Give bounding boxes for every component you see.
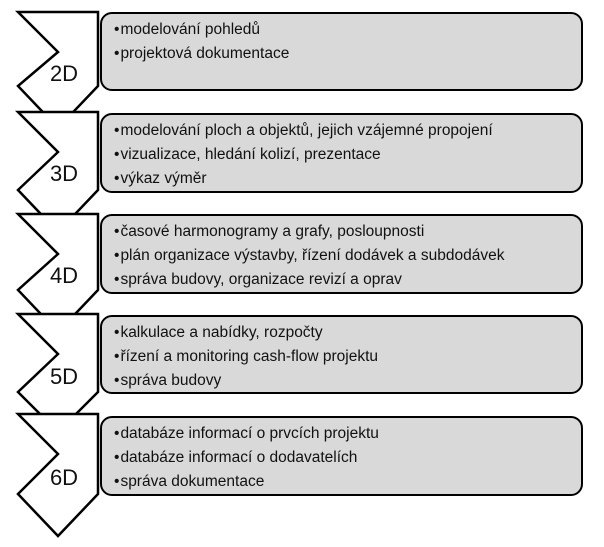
- bullet-item: • databáze informací o prvcích projektu: [114, 422, 571, 446]
- level-label-6d: 6D: [49, 465, 79, 490]
- bullet-item: • kalkulace a nabídky, rozpočty: [114, 321, 571, 345]
- bullet-item: • správa budovy, organizace revizí a oprav: [114, 268, 571, 292]
- bullet-item: • projektová dokumentace: [114, 42, 571, 66]
- bullet-item: • řízení a monitoring cash-flow projektu: [114, 345, 571, 369]
- bullet-item: • výkaz výměr: [114, 167, 571, 191]
- bullet-item: • správa budovy: [114, 369, 571, 393]
- box-2d: [100, 12, 583, 91]
- bullet-item: • modelování pohledů: [114, 18, 571, 42]
- bullet-item: • vizualizace, hledání kolizí, prezentace: [114, 143, 571, 167]
- bullet-item: • modelování ploch a objektů, jejich vzájemné propojení: [114, 119, 571, 143]
- box-6d: [100, 416, 583, 496]
- level-label-2d: 2D: [49, 61, 79, 86]
- bullet-item: • časové harmonogramy a grafy, posloupnosti: [114, 220, 571, 244]
- box-4d: [100, 214, 583, 294]
- bullet-item: • databáze informací o dodavatelích: [114, 446, 571, 470]
- level-label-5d: 5D: [49, 364, 79, 389]
- box-3d: [100, 113, 583, 193]
- bullet-item: • plán organizace výstavby, řízení dodávek a subdodávek: [114, 244, 571, 268]
- bullet-item: • správa dokumentace: [114, 470, 571, 494]
- box-5d: [100, 315, 583, 394]
- level-label-4d: 4D: [49, 263, 79, 288]
- level-label-3d: 3D: [49, 161, 79, 186]
